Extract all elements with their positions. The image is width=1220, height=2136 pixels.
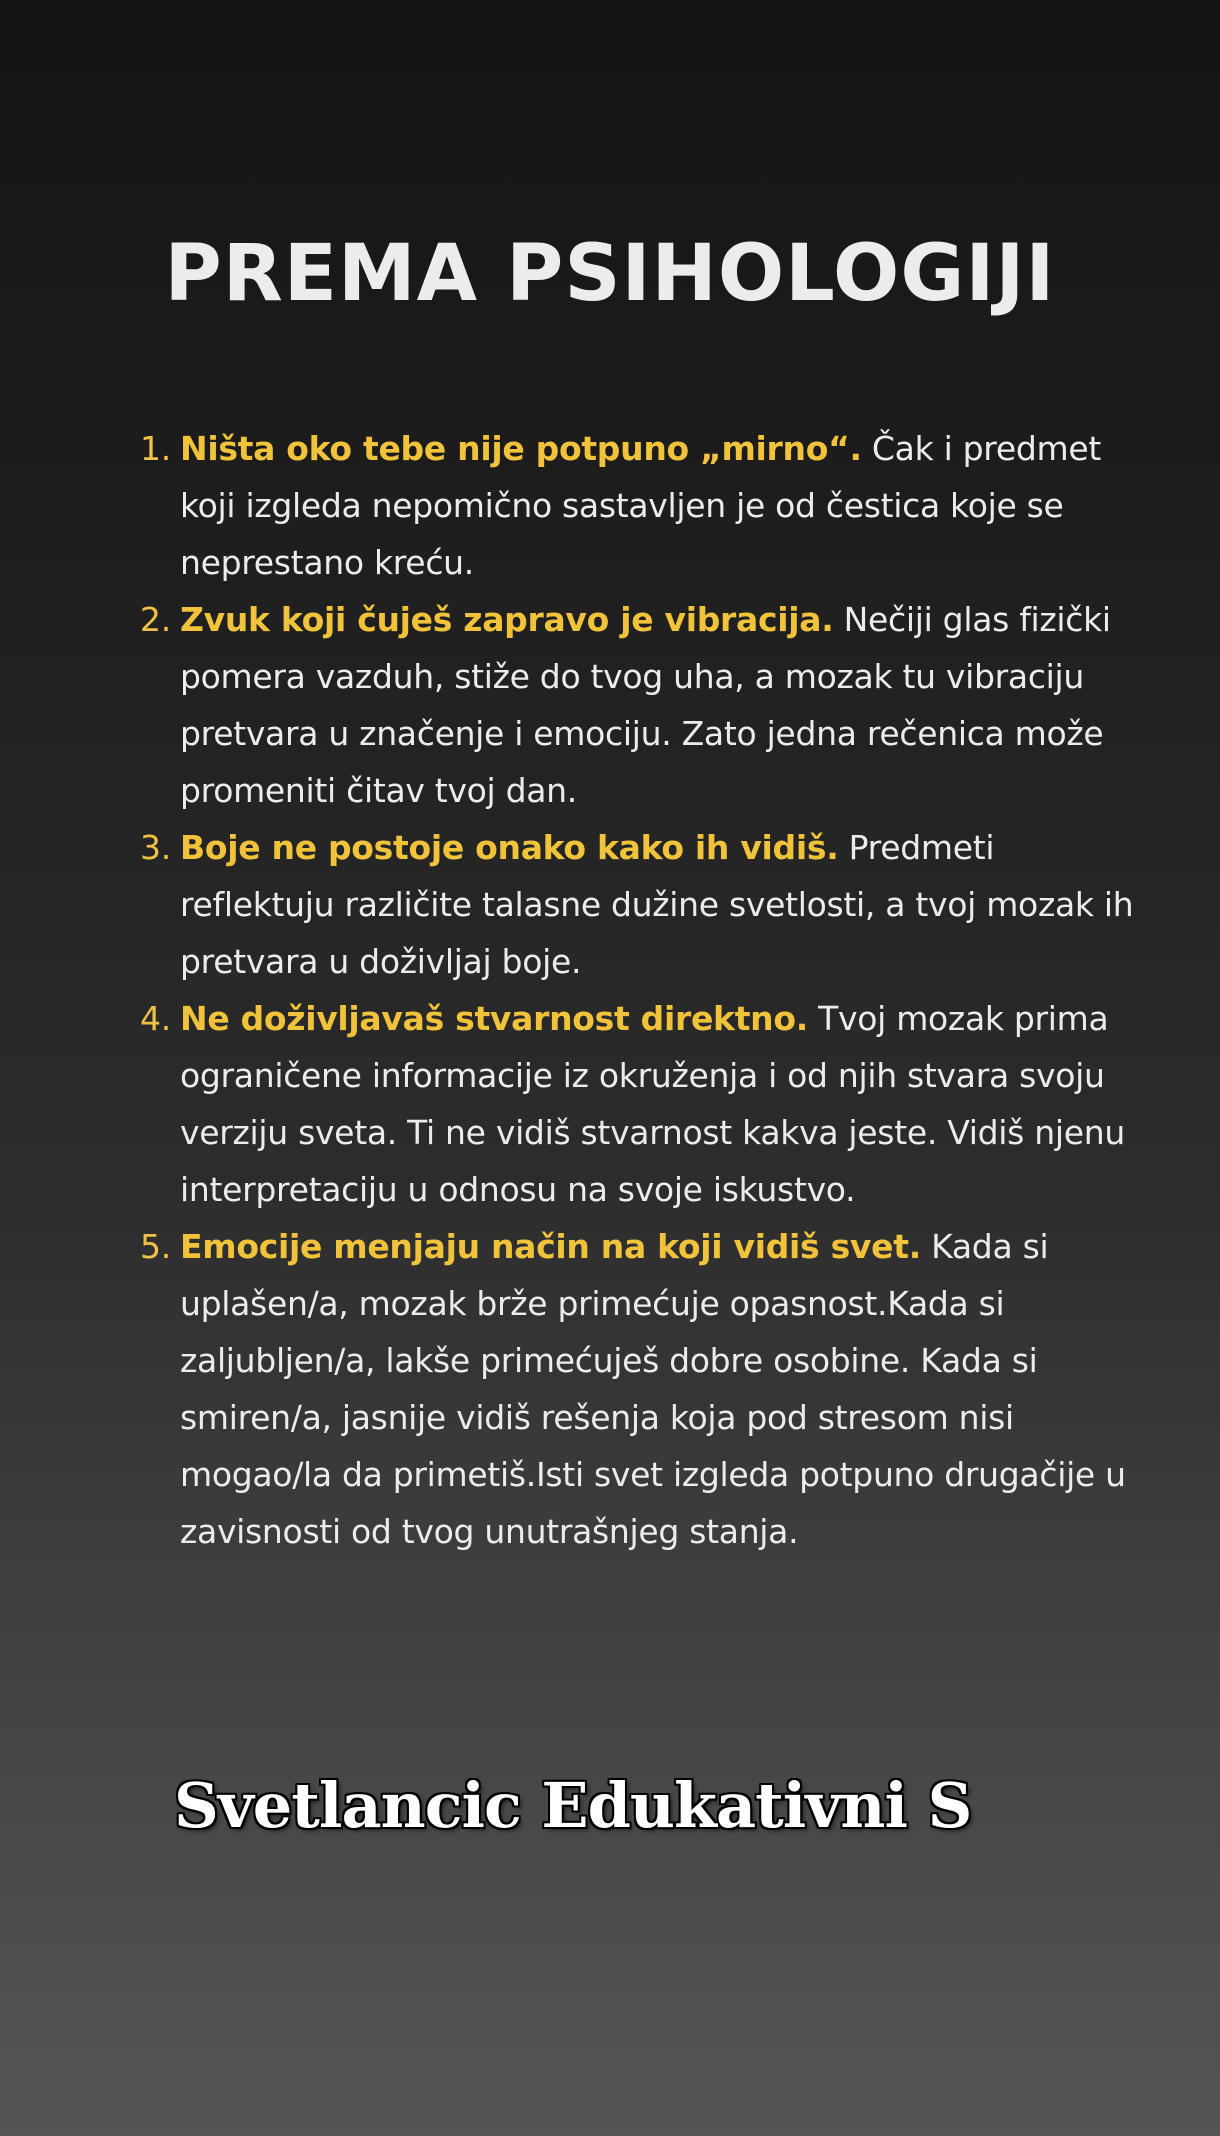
list-item [140,420,1140,591]
item-number: 3. [140,828,171,867]
item-number: 5. [140,1227,171,1266]
item-number: 4. [140,999,171,1038]
item-highlight: Zvuk koji čuješ zapravo je vibracija. [180,600,834,639]
item-highlight: Emocije menjaju način na koji vidiš svet. [180,1227,921,1266]
list-item [140,819,1140,990]
item-highlight: Boje ne postoje onako kako ih vidiš. [180,828,839,867]
item-text: Čak i predmet koji izgleda nepomično sastavljen je od čestica koje se neprestano kreću. [180,429,1101,582]
item-text: Tvoj mozak prima ograničene informacije iz okruženja i od njih stvara svoju verziju sveta. Ti ne vidiš stvarnost kakva jeste. Vidiš njenu interpretaciju u odnosu na svoje iskustvo. [180,999,1125,1209]
list-item [140,990,1140,1218]
item-number: 2. [140,600,171,639]
item-text: Kada si uplašen/a, mozak brže primećuje opasnost.Kada si zaljubljen/a, lakše primećuješ dobre osobine. Kada si smiren/a, jasnije vidiš rešenja koja pod stresom nisi mogao/la da primetiš.Isti svet izgleda potpuno drugačije u zavisnosti od tvog unutrašnjeg stanja. [180,1227,1126,1551]
list-item [140,1218,1140,1560]
item-highlight: Ništa oko tebe nije potpuno „mirno“. [180,429,862,468]
item-text: Predmeti reflektuju različite talasne dužine svetlosti, a tvoj mozak ih pretvara u doživljaj boje. [180,828,1134,981]
item-highlight: Ne doživljavaš stvarnost direktno. [180,999,808,1038]
page-title: PREMA PSIHOLOGIJI [164,229,1056,319]
facts-list [140,420,1140,1560]
list-item [140,591,1140,819]
watermark-signature: Svetlancic Edukativni S [174,1769,972,1842]
item-text: Nečiji glas fizički pomera vazduh, stiže do tvog uha, a mozak tu vibraciju pretvara u značenje i emociju. Zato jedna rečenica može promeniti čitav tvoj dan. [180,600,1111,810]
item-number: 1. [140,429,171,468]
